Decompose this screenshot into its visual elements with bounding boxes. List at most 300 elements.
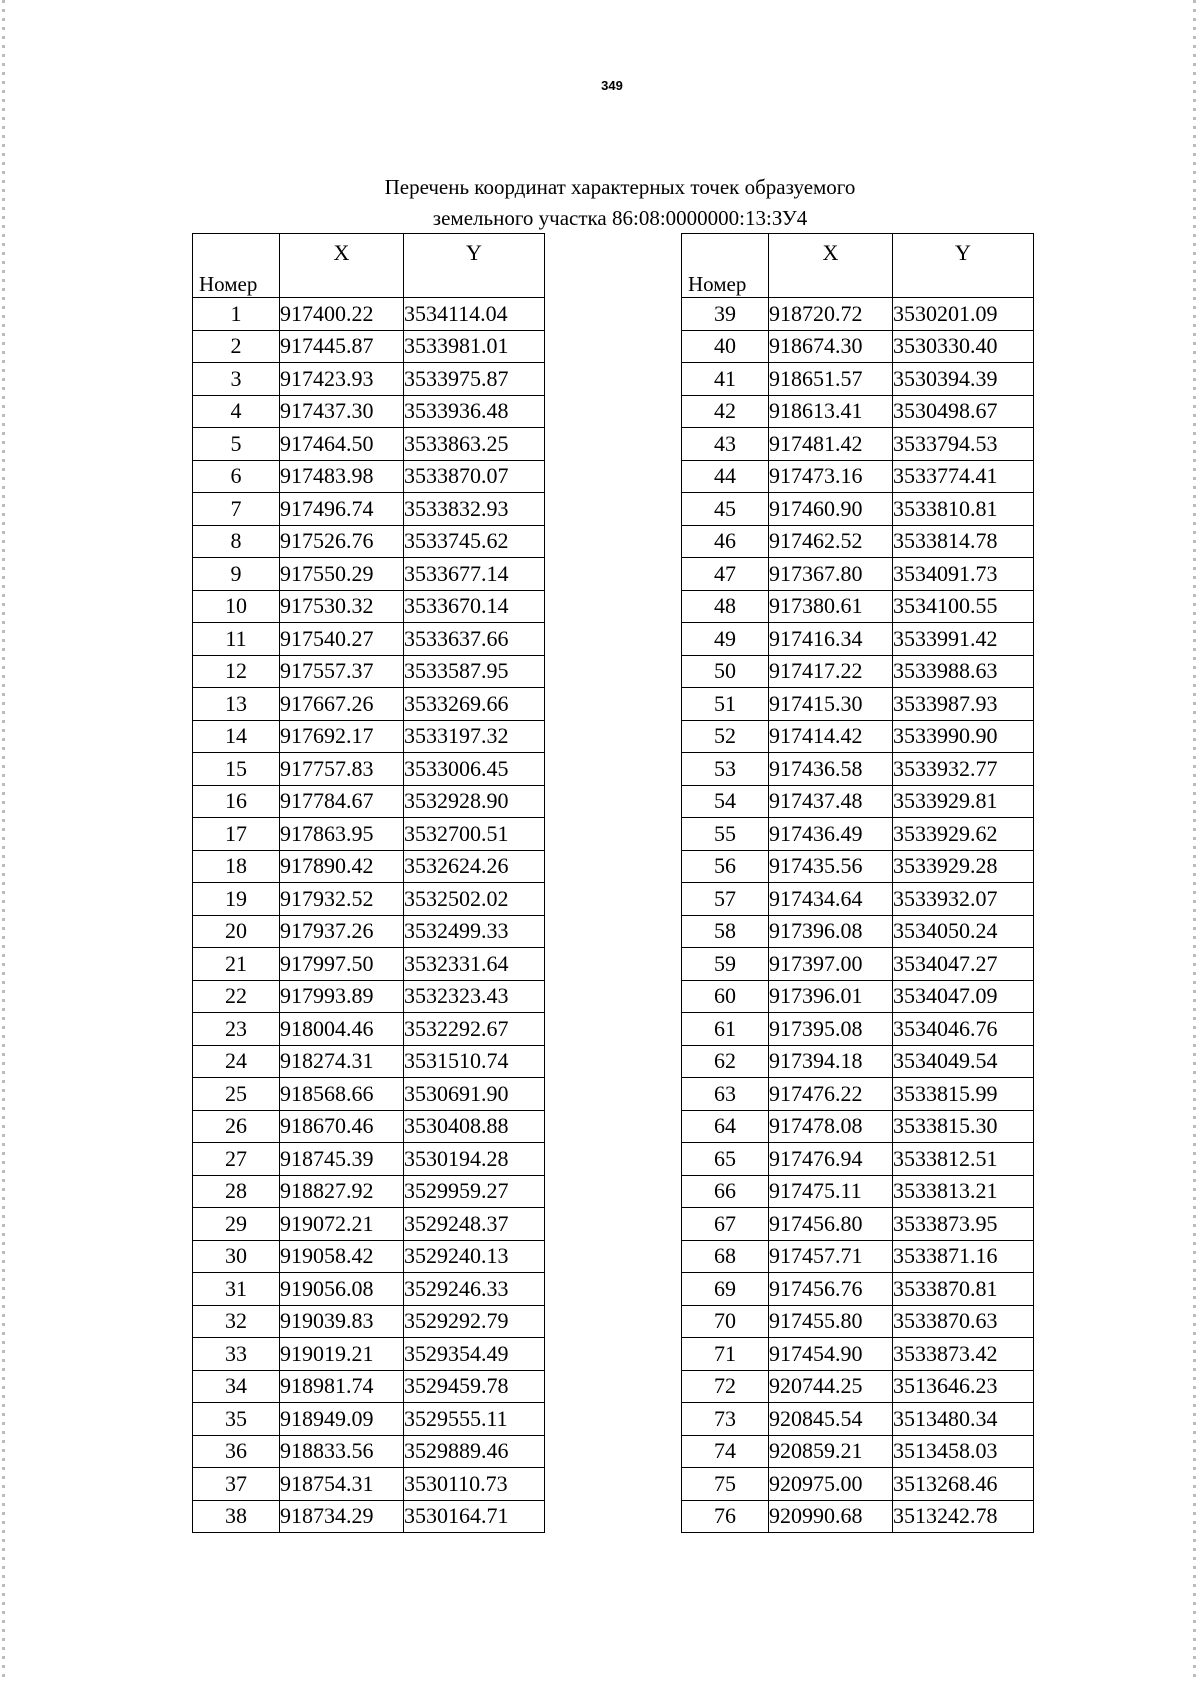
y-coordinate-cell: 3533975.87 <box>404 363 545 396</box>
column-header-y-label: Y <box>466 240 482 265</box>
scan-edge-left <box>2 0 5 1683</box>
point-number-cell: 11 <box>193 623 280 656</box>
x-coordinate-cell: 918833.56 <box>280 1435 404 1468</box>
y-coordinate-cell: 3533006.45 <box>404 753 545 786</box>
point-number-cell: 17 <box>193 818 280 851</box>
table-row <box>193 1143 545 1176</box>
y-coordinate-cell: 3529959.27 <box>404 1175 545 1208</box>
y-coordinate-cell: 3533832.93 <box>404 493 545 526</box>
x-coordinate-cell: 917932.52 <box>280 883 404 916</box>
x-coordinate-cell: 917456.80 <box>769 1208 893 1241</box>
x-coordinate-cell: 918670.46 <box>280 1110 404 1143</box>
point-number-cell: 40 <box>682 330 769 363</box>
point-number-cell: 47 <box>682 558 769 591</box>
table-row <box>682 525 1034 558</box>
point-number-cell: 8 <box>193 525 280 558</box>
x-coordinate-cell: 919019.21 <box>280 1338 404 1371</box>
table-row <box>682 1175 1034 1208</box>
y-coordinate-cell: 3532292.67 <box>404 1013 545 1046</box>
y-coordinate-cell: 3532928.90 <box>404 785 545 818</box>
point-number-cell: 56 <box>682 850 769 883</box>
column-header-x <box>769 234 893 298</box>
point-number-cell: 6 <box>193 460 280 493</box>
y-coordinate-cell: 3533987.93 <box>893 688 1034 721</box>
y-coordinate-cell: 3533794.53 <box>893 428 1034 461</box>
column-header-x-label: X <box>822 240 839 265</box>
point-number-cell: 27 <box>193 1143 280 1176</box>
y-coordinate-cell: 3532331.64 <box>404 948 545 981</box>
x-coordinate-cell: 917464.50 <box>280 428 404 461</box>
y-coordinate-cell: 3513480.34 <box>893 1403 1034 1436</box>
x-coordinate-cell: 917367.80 <box>769 558 893 591</box>
x-coordinate-cell: 918754.31 <box>280 1468 404 1501</box>
point-number-cell: 73 <box>682 1403 769 1436</box>
x-coordinate-cell: 918827.92 <box>280 1175 404 1208</box>
x-coordinate-cell: 920859.21 <box>769 1435 893 1468</box>
table-row <box>193 753 545 786</box>
x-coordinate-cell: 917394.18 <box>769 1045 893 1078</box>
y-coordinate-cell: 3534050.24 <box>893 915 1034 948</box>
table-row <box>193 1240 545 1273</box>
point-number-cell: 34 <box>193 1370 280 1403</box>
x-coordinate-cell: 917462.52 <box>769 525 893 558</box>
column-header-y <box>404 234 545 298</box>
point-number-cell: 54 <box>682 785 769 818</box>
y-coordinate-cell: 3533814.78 <box>893 525 1034 558</box>
point-number-cell: 13 <box>193 688 280 721</box>
point-number-cell: 37 <box>193 1468 280 1501</box>
table-row <box>682 720 1034 753</box>
point-number-cell: 50 <box>682 655 769 688</box>
y-coordinate-cell: 3533197.32 <box>404 720 545 753</box>
point-number-cell: 75 <box>682 1468 769 1501</box>
table-row <box>682 363 1034 396</box>
y-coordinate-cell: 3533932.77 <box>893 753 1034 786</box>
column-header-y-label: Y <box>955 240 971 265</box>
y-coordinate-cell: 3529889.46 <box>404 1435 545 1468</box>
table-row <box>193 363 545 396</box>
x-coordinate-cell: 917863.95 <box>280 818 404 851</box>
x-coordinate-cell: 917434.64 <box>769 883 893 916</box>
y-coordinate-cell: 3532624.26 <box>404 850 545 883</box>
table-row <box>193 330 545 363</box>
y-coordinate-cell: 3533981.01 <box>404 330 545 363</box>
point-number-cell: 19 <box>193 883 280 916</box>
x-coordinate-cell: 917400.22 <box>280 298 404 331</box>
table-row <box>682 655 1034 688</box>
point-number-cell: 33 <box>193 1338 280 1371</box>
point-number-cell: 57 <box>682 883 769 916</box>
x-coordinate-cell: 917423.93 <box>280 363 404 396</box>
x-coordinate-cell: 919056.08 <box>280 1273 404 1306</box>
point-number-cell: 30 <box>193 1240 280 1273</box>
point-number-cell: 53 <box>682 753 769 786</box>
point-number-cell: 59 <box>682 948 769 981</box>
x-coordinate-cell: 918734.29 <box>280 1500 404 1533</box>
y-coordinate-cell: 3533269.66 <box>404 688 545 721</box>
table-row <box>682 1273 1034 1306</box>
table-row <box>193 428 545 461</box>
table-row <box>193 558 545 591</box>
x-coordinate-cell: 917496.74 <box>280 493 404 526</box>
table-row <box>682 1078 1034 1111</box>
x-coordinate-cell: 919039.83 <box>280 1305 404 1338</box>
y-coordinate-cell: 3533988.63 <box>893 655 1034 688</box>
y-coordinate-cell: 3529555.11 <box>404 1403 545 1436</box>
y-coordinate-cell: 3531510.74 <box>404 1045 545 1078</box>
point-number-cell: 74 <box>682 1435 769 1468</box>
point-number-cell: 41 <box>682 363 769 396</box>
y-coordinate-cell: 3533587.95 <box>404 655 545 688</box>
table-row <box>193 818 545 851</box>
x-coordinate-cell: 918613.41 <box>769 395 893 428</box>
x-coordinate-cell: 917396.08 <box>769 915 893 948</box>
x-coordinate-cell: 918568.66 <box>280 1078 404 1111</box>
table-row <box>682 330 1034 363</box>
table-row <box>682 428 1034 461</box>
point-number-cell: 52 <box>682 720 769 753</box>
point-number-cell: 76 <box>682 1500 769 1533</box>
y-coordinate-cell: 3533873.95 <box>893 1208 1034 1241</box>
point-number-cell: 4 <box>193 395 280 428</box>
point-number-cell: 20 <box>193 915 280 948</box>
table-row <box>682 753 1034 786</box>
y-coordinate-cell: 3533774.41 <box>893 460 1034 493</box>
title-line-2: земельного участка 86:08:0000000:13:ЗУ4 <box>432 206 808 230</box>
y-coordinate-cell: 3534114.04 <box>404 298 545 331</box>
x-coordinate-cell: 917437.48 <box>769 785 893 818</box>
point-number-cell: 3 <box>193 363 280 396</box>
y-coordinate-cell: 3530194.28 <box>404 1143 545 1176</box>
x-coordinate-cell: 917437.30 <box>280 395 404 428</box>
document-title <box>300 172 940 234</box>
table-row <box>193 493 545 526</box>
x-coordinate-cell: 917476.94 <box>769 1143 893 1176</box>
x-coordinate-cell: 918720.72 <box>769 298 893 331</box>
point-number-cell: 72 <box>682 1370 769 1403</box>
point-number-cell: 48 <box>682 590 769 623</box>
x-coordinate-cell: 917473.16 <box>769 460 893 493</box>
y-coordinate-cell: 3513242.78 <box>893 1500 1034 1533</box>
x-coordinate-cell: 918274.31 <box>280 1045 404 1078</box>
table-row <box>682 1468 1034 1501</box>
coordinates-table-right <box>681 233 1034 1533</box>
table-row <box>682 915 1034 948</box>
x-coordinate-cell: 917414.42 <box>769 720 893 753</box>
y-coordinate-cell: 3534047.27 <box>893 948 1034 981</box>
table-row <box>682 1305 1034 1338</box>
x-coordinate-cell: 920744.25 <box>769 1370 893 1403</box>
table-row <box>682 785 1034 818</box>
point-number-cell: 5 <box>193 428 280 461</box>
point-number-cell: 31 <box>193 1273 280 1306</box>
y-coordinate-cell: 3533991.42 <box>893 623 1034 656</box>
point-number-cell: 23 <box>193 1013 280 1046</box>
table-row <box>193 915 545 948</box>
column-header-number-label: Номер <box>199 272 258 296</box>
point-number-cell: 55 <box>682 818 769 851</box>
table-row <box>682 395 1034 428</box>
x-coordinate-cell: 917397.00 <box>769 948 893 981</box>
table-row <box>682 1045 1034 1078</box>
column-header-number <box>682 234 769 298</box>
table-row <box>682 1500 1034 1533</box>
point-number-cell: 22 <box>193 980 280 1013</box>
table-row <box>682 850 1034 883</box>
y-coordinate-cell: 3529246.33 <box>404 1273 545 1306</box>
y-coordinate-cell: 3533815.30 <box>893 1110 1034 1143</box>
table-row <box>193 883 545 916</box>
table-row <box>193 1370 545 1403</box>
table-row <box>682 1110 1034 1143</box>
table-row <box>682 460 1034 493</box>
y-coordinate-cell: 3533873.42 <box>893 1338 1034 1371</box>
y-coordinate-cell: 3533677.14 <box>404 558 545 591</box>
table-row <box>682 623 1034 656</box>
point-number-cell: 2 <box>193 330 280 363</box>
table-row <box>193 395 545 428</box>
title-line-1: Перечень координат характерных точек образуемого <box>384 175 856 199</box>
point-number-cell: 1 <box>193 298 280 331</box>
y-coordinate-cell: 3533871.16 <box>893 1240 1034 1273</box>
table-row <box>193 623 545 656</box>
point-number-cell: 58 <box>682 915 769 948</box>
point-number-cell: 62 <box>682 1045 769 1078</box>
table-header-row <box>682 234 1034 298</box>
table-header-row <box>193 234 545 298</box>
point-number-cell: 18 <box>193 850 280 883</box>
table-row <box>193 1305 545 1338</box>
table-row <box>193 948 545 981</box>
table-row <box>682 493 1034 526</box>
table-row <box>193 1435 545 1468</box>
point-number-cell: 51 <box>682 688 769 721</box>
table-row <box>193 688 545 721</box>
point-number-cell: 28 <box>193 1175 280 1208</box>
y-coordinate-cell: 3533990.90 <box>893 720 1034 753</box>
y-coordinate-cell: 3533870.81 <box>893 1273 1034 1306</box>
table-row <box>193 1468 545 1501</box>
point-number-cell: 42 <box>682 395 769 428</box>
y-coordinate-cell: 3529354.49 <box>404 1338 545 1371</box>
point-number-cell: 16 <box>193 785 280 818</box>
x-coordinate-cell: 918674.30 <box>769 330 893 363</box>
x-coordinate-cell: 917395.08 <box>769 1013 893 1046</box>
point-number-cell: 7 <box>193 493 280 526</box>
x-coordinate-cell: 917550.29 <box>280 558 404 591</box>
x-coordinate-cell: 917481.42 <box>769 428 893 461</box>
table-row <box>193 298 545 331</box>
x-coordinate-cell: 917445.87 <box>280 330 404 363</box>
y-coordinate-cell: 3533870.63 <box>893 1305 1034 1338</box>
y-coordinate-cell: 3529240.13 <box>404 1240 545 1273</box>
table-row <box>193 460 545 493</box>
x-coordinate-cell: 918651.57 <box>769 363 893 396</box>
x-coordinate-cell: 917436.58 <box>769 753 893 786</box>
y-coordinate-cell: 3533929.28 <box>893 850 1034 883</box>
scan-edge-right <box>1193 0 1196 1683</box>
x-coordinate-cell: 917757.83 <box>280 753 404 786</box>
point-number-cell: 60 <box>682 980 769 1013</box>
table-row <box>193 1110 545 1143</box>
x-coordinate-cell: 917937.26 <box>280 915 404 948</box>
point-number-cell: 49 <box>682 623 769 656</box>
table-row <box>193 1078 545 1111</box>
table-row <box>682 818 1034 851</box>
x-coordinate-cell: 917417.22 <box>769 655 893 688</box>
point-number-cell: 26 <box>193 1110 280 1143</box>
table-row <box>193 1208 545 1241</box>
x-coordinate-cell: 917380.61 <box>769 590 893 623</box>
y-coordinate-cell: 3513268.46 <box>893 1468 1034 1501</box>
x-coordinate-cell: 917456.76 <box>769 1273 893 1306</box>
x-coordinate-cell: 917455.80 <box>769 1305 893 1338</box>
y-coordinate-cell: 3534047.09 <box>893 980 1034 1013</box>
column-header-x <box>280 234 404 298</box>
point-number-cell: 61 <box>682 1013 769 1046</box>
x-coordinate-cell: 918004.46 <box>280 1013 404 1046</box>
point-number-cell: 38 <box>193 1500 280 1533</box>
table-row <box>682 298 1034 331</box>
x-coordinate-cell: 917530.32 <box>280 590 404 623</box>
x-coordinate-cell: 917557.37 <box>280 655 404 688</box>
y-coordinate-cell: 3530330.40 <box>893 330 1034 363</box>
y-coordinate-cell: 3533637.66 <box>404 623 545 656</box>
x-coordinate-cell: 917478.08 <box>769 1110 893 1143</box>
point-number-cell: 67 <box>682 1208 769 1241</box>
x-coordinate-cell: 917475.11 <box>769 1175 893 1208</box>
point-number-cell: 39 <box>682 298 769 331</box>
x-coordinate-cell: 917483.98 <box>280 460 404 493</box>
point-number-cell: 21 <box>193 948 280 981</box>
point-number-cell: 63 <box>682 1078 769 1111</box>
x-coordinate-cell: 920845.54 <box>769 1403 893 1436</box>
point-number-cell: 70 <box>682 1305 769 1338</box>
x-coordinate-cell: 920990.68 <box>769 1500 893 1533</box>
x-coordinate-cell: 917890.42 <box>280 850 404 883</box>
table-row <box>682 1143 1034 1176</box>
point-number-cell: 9 <box>193 558 280 591</box>
x-coordinate-cell: 917667.26 <box>280 688 404 721</box>
point-number-cell: 15 <box>193 753 280 786</box>
x-coordinate-cell: 917457.71 <box>769 1240 893 1273</box>
y-coordinate-cell: 3533863.25 <box>404 428 545 461</box>
table-row <box>193 785 545 818</box>
table-row <box>682 1208 1034 1241</box>
table-row <box>682 1013 1034 1046</box>
x-coordinate-cell: 917416.34 <box>769 623 893 656</box>
y-coordinate-cell: 3533815.99 <box>893 1078 1034 1111</box>
table-row <box>682 980 1034 1013</box>
y-coordinate-cell: 3532499.33 <box>404 915 545 948</box>
y-coordinate-cell: 3532700.51 <box>404 818 545 851</box>
table-row <box>193 980 545 1013</box>
point-number-cell: 29 <box>193 1208 280 1241</box>
coordinates-table-left <box>192 233 545 1533</box>
table-row <box>682 688 1034 721</box>
table-row <box>682 590 1034 623</box>
x-coordinate-cell: 919058.42 <box>280 1240 404 1273</box>
point-number-cell: 14 <box>193 720 280 753</box>
table-row <box>682 1370 1034 1403</box>
table-row <box>682 1338 1034 1371</box>
y-coordinate-cell: 3533870.07 <box>404 460 545 493</box>
column-header-number-label: Номер <box>688 272 747 296</box>
y-coordinate-cell: 3533745.62 <box>404 525 545 558</box>
table-row <box>682 558 1034 591</box>
point-number-cell: 25 <box>193 1078 280 1111</box>
x-coordinate-cell: 917784.67 <box>280 785 404 818</box>
table-row <box>682 1403 1034 1436</box>
y-coordinate-cell: 3513646.23 <box>893 1370 1034 1403</box>
point-number-cell: 24 <box>193 1045 280 1078</box>
x-coordinate-cell: 917692.17 <box>280 720 404 753</box>
x-coordinate-cell: 919072.21 <box>280 1208 404 1241</box>
point-number-cell: 12 <box>193 655 280 688</box>
point-number-cell: 36 <box>193 1435 280 1468</box>
point-number-cell: 43 <box>682 428 769 461</box>
point-number-cell: 68 <box>682 1240 769 1273</box>
page-number: 349 <box>601 78 623 93</box>
table-row <box>193 590 545 623</box>
table-row <box>193 1500 545 1533</box>
y-coordinate-cell: 3533932.07 <box>893 883 1034 916</box>
x-coordinate-cell: 917993.89 <box>280 980 404 1013</box>
point-number-cell: 64 <box>682 1110 769 1143</box>
x-coordinate-cell: 917436.49 <box>769 818 893 851</box>
table-row <box>193 1045 545 1078</box>
y-coordinate-cell: 3529292.79 <box>404 1305 545 1338</box>
y-coordinate-cell: 3533936.48 <box>404 395 545 428</box>
y-coordinate-cell: 3532502.02 <box>404 883 545 916</box>
x-coordinate-cell: 917396.01 <box>769 980 893 1013</box>
x-coordinate-cell: 920975.00 <box>769 1468 893 1501</box>
table-row <box>193 1273 545 1306</box>
table-row <box>193 1175 545 1208</box>
x-coordinate-cell: 917540.27 <box>280 623 404 656</box>
point-number-cell: 45 <box>682 493 769 526</box>
x-coordinate-cell: 918981.74 <box>280 1370 404 1403</box>
x-coordinate-cell: 918949.09 <box>280 1403 404 1436</box>
y-coordinate-cell: 3513458.03 <box>893 1435 1034 1468</box>
y-coordinate-cell: 3533812.51 <box>893 1143 1034 1176</box>
point-number-cell: 71 <box>682 1338 769 1371</box>
table-row <box>682 883 1034 916</box>
table-row <box>193 850 545 883</box>
table-row <box>193 655 545 688</box>
y-coordinate-cell: 3534046.76 <box>893 1013 1034 1046</box>
y-coordinate-cell: 3530201.09 <box>893 298 1034 331</box>
table-row <box>682 948 1034 981</box>
column-header-y <box>893 234 1034 298</box>
table-row <box>682 1435 1034 1468</box>
y-coordinate-cell: 3533813.21 <box>893 1175 1034 1208</box>
y-coordinate-cell: 3530498.67 <box>893 395 1034 428</box>
y-coordinate-cell: 3533810.81 <box>893 493 1034 526</box>
x-coordinate-cell: 917435.56 <box>769 850 893 883</box>
x-coordinate-cell: 917460.90 <box>769 493 893 526</box>
y-coordinate-cell: 3530394.39 <box>893 363 1034 396</box>
point-number-cell: 46 <box>682 525 769 558</box>
y-coordinate-cell: 3530164.71 <box>404 1500 545 1533</box>
x-coordinate-cell: 917454.90 <box>769 1338 893 1371</box>
y-coordinate-cell: 3530110.73 <box>404 1468 545 1501</box>
point-number-cell: 66 <box>682 1175 769 1208</box>
table-row <box>193 1013 545 1046</box>
table-row <box>193 1338 545 1371</box>
x-coordinate-cell: 918745.39 <box>280 1143 404 1176</box>
point-number-cell: 44 <box>682 460 769 493</box>
